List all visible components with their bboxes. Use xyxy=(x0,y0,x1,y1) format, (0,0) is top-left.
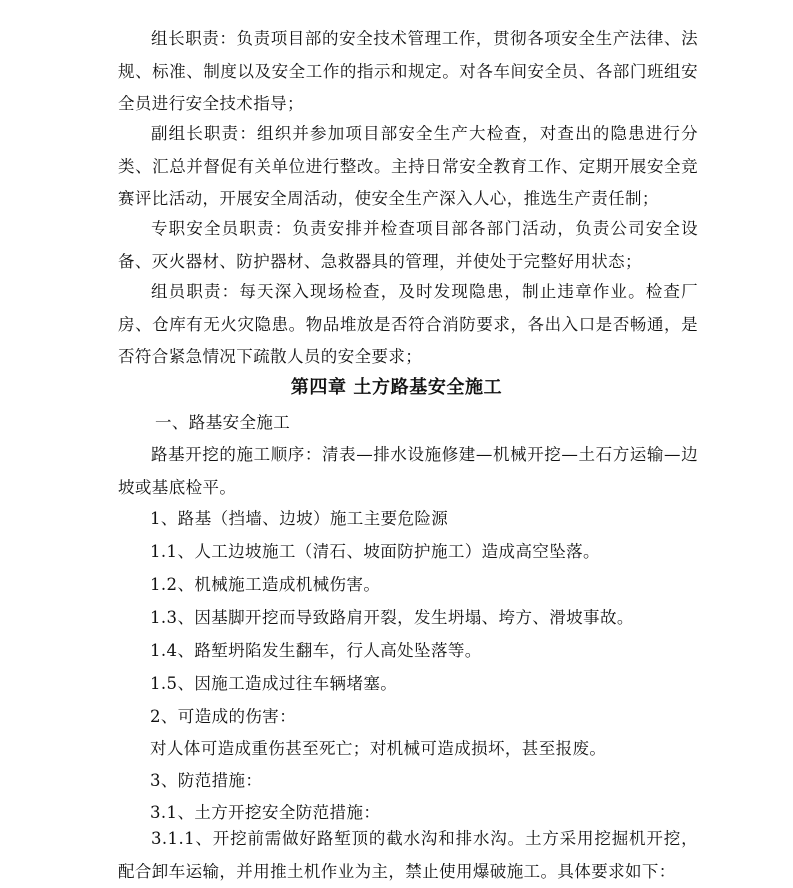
list-item: 1.4、路堑坍陷发生翻车，行人高处坠落等。 xyxy=(150,641,482,660)
list-item: 3、防范措施： xyxy=(150,771,263,790)
paragraph-deputy-leader-duties: 副组长职责：组织并参加项目部安全生产大检查，对查出的隐患进行分类、汇总并督促有关单位进行整改。主持日常安全教育工作、定期开展安全竞赛评比活动，开展安全周活动，使安全生产深入人心，推选生产责任制； xyxy=(118,124,698,208)
list-item: 2、可造成的伤害： xyxy=(150,707,297,726)
paragraph-group-leader-duties: 组长职责：负责项目部的安全技术管理工作，贯彻各项安全生产法律、法规、标准、制度以及安全工作的指示和规定。对各车间安全员、各部门班组安全员进行安全技术指导； xyxy=(118,29,698,113)
list-item: 1.1、人工边坡施工（清石、坡面防护施工）造成高空坠落。 xyxy=(150,542,600,561)
paragraph-excavation-measures: 3.1.1、开挖前需做好路堑顶的截水沟和排水沟。土方采用挖掘机开挖，配合卸车运输，并用推土机作业为主，禁止使用爆破施工。具体要求如下： xyxy=(118,829,698,881)
list-item: 1、路基（挡墙、边坡）施工主要危险源 xyxy=(150,509,449,528)
list-item: 1.2、机械施工造成机械伤害。 xyxy=(150,575,381,594)
chapter-title: 第四章 土方路基安全施工 xyxy=(290,377,503,398)
list-item: 对人体可造成重伤甚至死亡；对机械可造成损坏，甚至报废。 xyxy=(150,739,607,758)
list-item: 1.3、因基脚开挖而导致路肩开裂，发生坍塌、垮方、滑坡事故。 xyxy=(150,608,634,627)
section-heading: 一、路基安全施工 xyxy=(155,413,291,432)
paragraph-excavation-sequence: 路基开挖的施工顺序：清表—排水设施修建—机械开挖—土石方运输—边坡或基底检平。 xyxy=(118,445,698,497)
list-item: 3.1、土方开挖安全防范措施： xyxy=(150,803,381,822)
list-item: 1.5、因施工造成过往车辆堵塞。 xyxy=(150,674,398,693)
paragraph-safety-officer-duties: 专职安全员职责：负责安排并检查项目部各部门活动，负责公司安全设备、灭火器材、防护器材、急救器具的管理，并使处于完整好用状态； xyxy=(118,219,698,271)
paragraph-member-duties: 组员职责：每天深入现场检查，及时发现隐患，制止违章作业。检查厂房、仓库有无火灾隐患。物品堆放是否符合消防要求，各出入口是否畅通，是否符合紧急情况下疏散人员的安全要求； xyxy=(118,282,698,366)
